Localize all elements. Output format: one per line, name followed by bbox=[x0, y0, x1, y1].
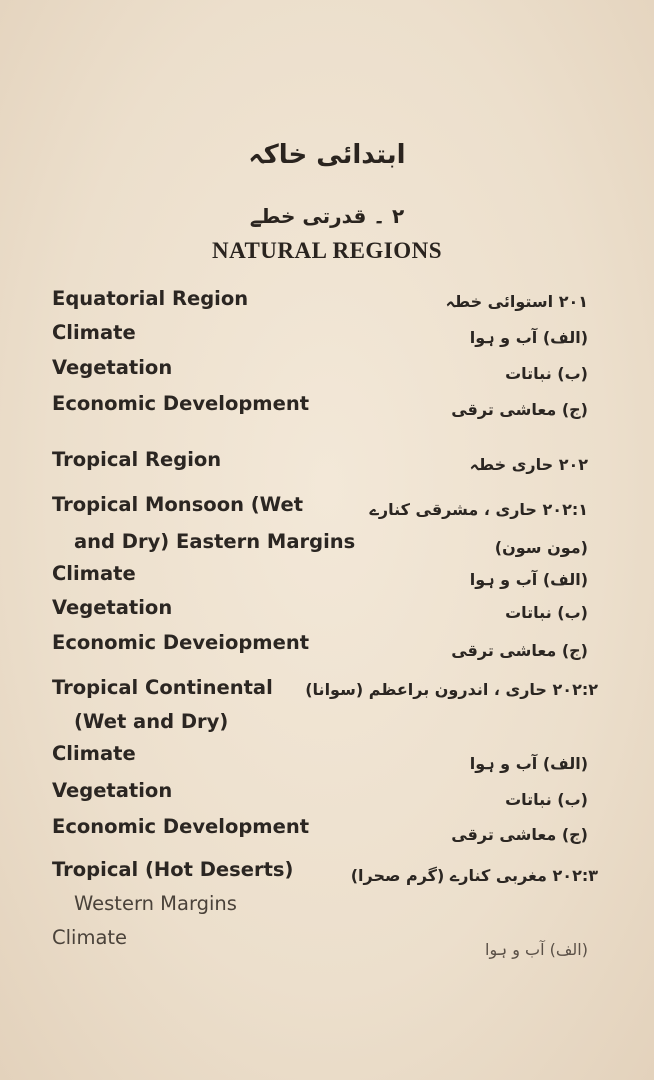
outline-item-english: (Wet and Dry) bbox=[74, 710, 229, 733]
outline-item-urdu: (ب) نباتات bbox=[505, 603, 588, 622]
outline-item-urdu: (ب) نباتات bbox=[505, 364, 588, 383]
outline-item-urdu: ۲۰۱ استوائی خطہ bbox=[445, 292, 588, 311]
english-chapter-heading: NATURAL REGIONS bbox=[211, 238, 443, 263]
outline-item-english: Vegetation bbox=[52, 779, 173, 802]
outline-item-english: Economic Development bbox=[52, 815, 310, 838]
outline-item-english: Vegetation bbox=[52, 356, 173, 379]
outline-item-english: Equatorial Region bbox=[52, 287, 249, 310]
outline-item-urdu: ۲۰۲:۱ حاری ، مشرقی کنارے bbox=[369, 500, 588, 519]
outline-item-english: Tropical Region bbox=[52, 448, 222, 471]
outline-item-urdu: ۲۰۲ حاری خطہ bbox=[469, 455, 588, 474]
outline-item-urdu: (ج) معاشی ترقی bbox=[451, 825, 588, 844]
outline-item-urdu: (الف) آب و ہوا bbox=[485, 940, 588, 959]
outline-item-urdu: (مون سون) bbox=[494, 538, 588, 557]
outline-item-english: Vegetation bbox=[52, 596, 173, 619]
outline-item-urdu: ۲۰۲:۳ مغربی کنارے (گرم صحرا) bbox=[350, 866, 598, 885]
outline-item-urdu: ۲۰۲:۲ حاری ، اندرون براعظم (سوانا) bbox=[305, 680, 598, 699]
outline-item-urdu: (الف) آب و ہوا bbox=[469, 328, 588, 347]
outline-item-urdu: (ج) معاشی ترقی bbox=[451, 641, 588, 660]
outline-item-english: Economic Deveiopment bbox=[52, 631, 310, 654]
outline-item-english: Climate bbox=[52, 926, 128, 949]
outline-item-urdu: (ب) نباتات bbox=[505, 790, 588, 809]
outline-item-english: Climate bbox=[52, 321, 136, 344]
outline-item-english: and Dry) Eastern Margins bbox=[74, 530, 356, 553]
outline-item-english: Western Margins bbox=[74, 892, 237, 915]
outline-item-urdu: (الف) آب و ہوا bbox=[469, 754, 588, 773]
outline-item-urdu: (ج) معاشی ترقی bbox=[451, 400, 588, 419]
outline-item-english: Climate bbox=[52, 742, 136, 765]
outline-item-english: Tropical (Hot Deserts) bbox=[52, 858, 294, 881]
outline-item-urdu: (الف) آب و ہوا bbox=[469, 570, 588, 589]
outline-item-english: Tropical Continental bbox=[52, 676, 273, 699]
urdu-chapter-heading: ۲ ۔ قدرتی خطے bbox=[249, 204, 405, 228]
outline-item-english: Climate bbox=[52, 562, 136, 585]
outline-item-english: Economic Development bbox=[52, 392, 310, 415]
outline-item-english: Tropical Monsoon (Wet bbox=[52, 493, 304, 516]
urdu-page-title: ابتدائی خاکہ bbox=[248, 140, 406, 170]
